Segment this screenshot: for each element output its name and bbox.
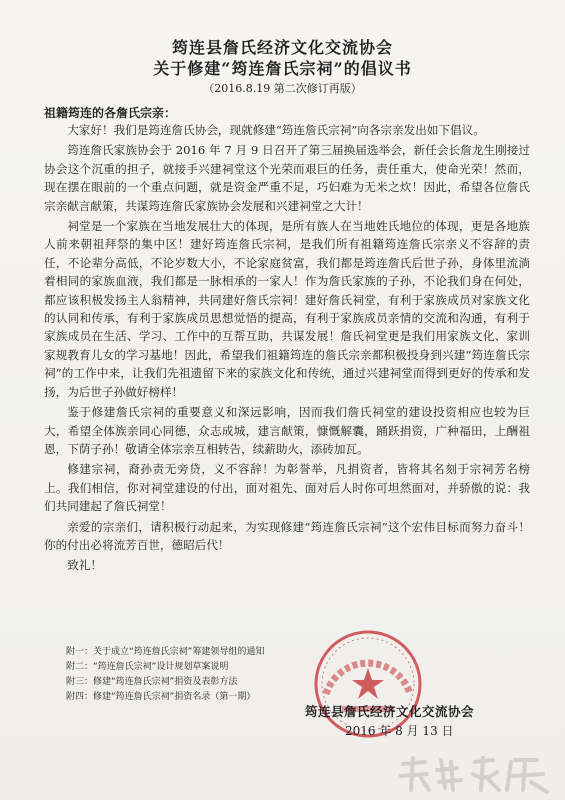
paragraph-significance: 祠堂是一个家族在当地发展壮大的体现，是所有族人在当地姓氏地位的体现，更是各地族人前来朝祖拜祭的集中区！建好筠连詹氏宗祠，是我们所有祖籍筠连詹氏宗亲义不容辞的责任，不论辈分高低，不论岁数大小，不论家庭贫富，我们都是筠连詹氏后世子孙，身体里流淌着相同的家族血液，我们都是一脉相承的一家人！作为詹氏家族的子孙，不论我们身在何处，都应该积极发扬主人翁精神，共同建好詹氏宗祠！建好詹氏祠堂，有利于家族成员对家族文化的认同和传承，有利于家族成员思想觉悟的提高，有利于家族成员亲情的交流和沟通，有利于家族成员在生活、学习、工作中的互帮互助，共谋发展！詹氏祠堂更是我们用家族文化、家训家规教育儿女的学习基地！因此，希望我们祖籍筠连的詹氏宗亲都积极投身到兴建“筠连詹氏宗祠”的工作中来，让我们先祖遗留下来的家族文化和传统，通过兴建祠堂而得到更好的传承和发扬，为后世子孙做好榜样！ — [44, 219, 530, 399]
attachment-item: 附一：关于成立“筠连詹氏宗祠”筹建领导组的通知 — [66, 647, 265, 657]
paragraph-election: 筠连詹氏家族协会于 2016 年 7 月 9 日召开了第三届换届选举会，新任会长詹龙生刚接过协会这个沉重的担子，就接手兴建祠堂这个光荣而艰巨的任务，责任重大，使命光荣！然而，现在摆在眼前的一个重点问题，就是资金严重不足，巧妇难为无米之炊！因此，希望各位詹氏宗亲献言献策，共谋筠连詹氏家族协会发展和兴建祠堂之大计！ — [44, 143, 530, 213]
paragraph-donation-appeal: 鉴于修建詹氏宗祠的重要意义和深远影响，因而我们詹氏祠堂的建设投资相应也较为巨大，希望全体族亲同心同德，众志成城，建言献策，慷慨解囊，踊跃捐资，广种福田，上酬祖恩，下荫子孙！敬请全体宗亲互相转告，续薪助火，添砖加瓦。 — [44, 405, 530, 456]
revision-note: （2016.8.19 第二次修订再版） — [203, 82, 362, 95]
salutation: 祖籍筠连的各詹氏宗亲： — [44, 106, 177, 120]
closing-greeting: 致礼！ — [67, 558, 102, 573]
attachment-item: 附二：“筠连詹氏宗祠”设计规划草案说明 — [66, 662, 229, 672]
paragraph-call-to-action: 亲爱的宗亲们，请积极行动起来，为实现修建“筠连詹氏宗祠”这个宏伟目标而努力奋斗！你的付出必将流芳百世，德昭后代！ — [44, 519, 530, 552]
signature-organization: 筠连县詹氏经济文化交流协会 — [305, 704, 475, 719]
paragraph-greeting: 大家好！我们是筠连詹氏协会，现就修建“筠连詹氏宗祠”向各宗亲发出如下倡议。 — [67, 123, 485, 137]
title-proposal: 关于修建“筠连詹氏宗祠”的倡议书 — [153, 59, 412, 78]
letter-body — [44, 121, 530, 577]
brand-watermark-icon — [395, 752, 560, 796]
attachment-item: 附三：修建“筠连詹氏宗祠”捐资及表彰方法 — [66, 677, 238, 687]
title-organization: 筠连县詹氏经济文化交流协会 — [171, 38, 393, 57]
signature-date: 2016 年 8 月 13 日 — [345, 724, 454, 738]
attachment-item: 附四：修建“筠连詹氏宗祠”捐资名录（第一期） — [66, 692, 256, 702]
paragraph-honor-roll: 修建宗祠，裔孙责无旁贷，义不容辞！为彰誉举，凡捐资者，皆将其名刻于宗祠芳名榜上。我们相信，你对祠堂建设的付出，面对祖先、面对后人时你可坦然面对，并骄傲的说：我们共同建起了詹氏祠堂！ — [44, 462, 530, 514]
title-block — [0, 38, 565, 97]
